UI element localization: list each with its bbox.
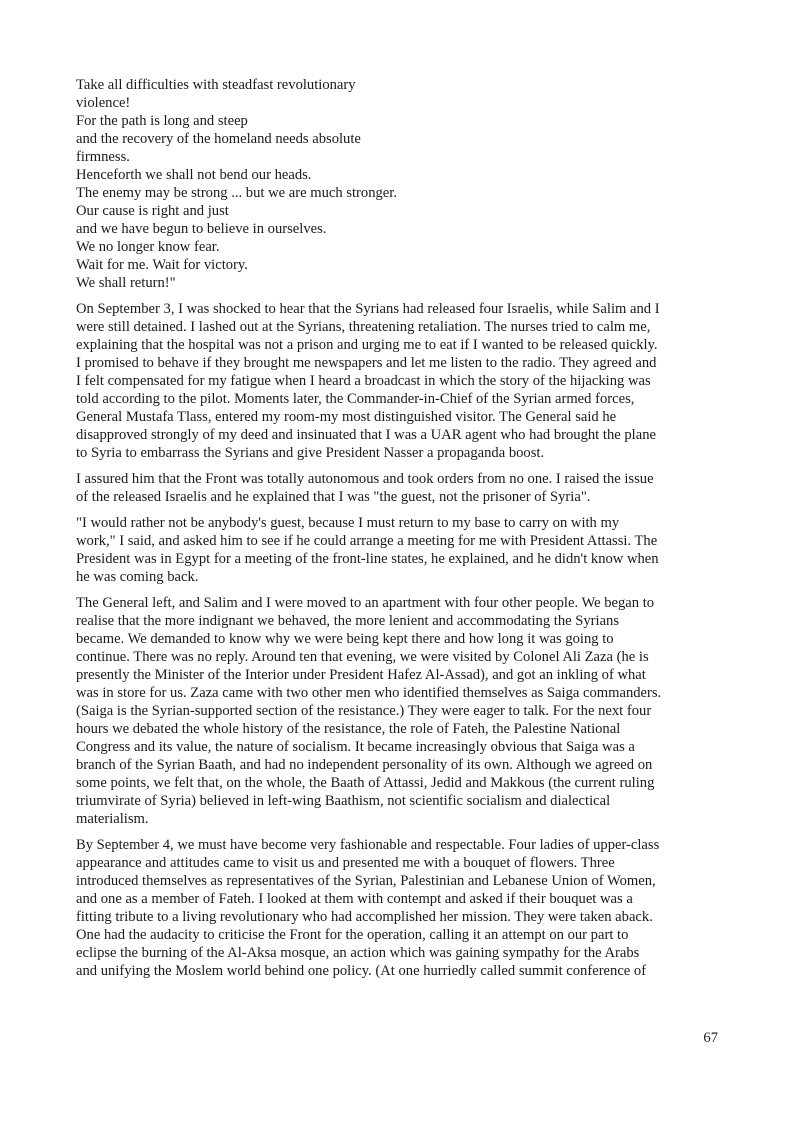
paragraph-line: (Saiga is the Syrian-supported section of the resistance.) They were eager to talk. For the next four: [76, 703, 652, 719]
paragraph-line: disapproved strongly of my deed and insinuated that I was a UAR agent who had brought the plane: [76, 427, 656, 443]
poem-line: Wait for me. Wait for victory.: [76, 257, 248, 273]
paragraph: [76, 836, 721, 980]
paragraph-line: were still detained. I lashed out at the Syrians, threatening retaliation. The nurses tried to calm me,: [76, 319, 651, 335]
paragraph-line: fitting tribute to a living revolutionary who had accomplished her mission. They were taken aback.: [76, 909, 653, 925]
paragraph-line: explaining that the hospital was not a prison and urging me to eat if I wanted to be released quickly.: [76, 337, 658, 353]
paragraph-line: work," I said, and asked him to see if he could arrange a meeting for me with President Attassi. The: [76, 533, 658, 549]
page-number: 67: [703, 1030, 718, 1046]
poem-line: and we have begun to believe in ourselves.: [76, 221, 327, 237]
paragraph-line: General Mustafa Tlass, entered my room-my most distinguished visitor. The General said he: [76, 409, 617, 425]
paragraph-line: and one as a member of Fateh. I looked at them with contempt and asked if their bouquet was a: [76, 891, 633, 907]
poem-line: violence!: [76, 95, 131, 111]
poem-block: [76, 76, 721, 292]
paragraph: [76, 594, 721, 828]
paragraph: [76, 300, 721, 462]
paragraph-line: presently the Minister of the Interior under President Hafez Al-Assad), and got an inkling of what: [76, 667, 646, 683]
paragraph-line: eclipse the burning of the Al-Aksa mosque, an action which was gaining sympathy for the Arabs: [76, 945, 640, 961]
paragraph-line: some points, we felt that, on the whole, the Baath of Attassi, Jedid and Makkous (the current ruling: [76, 775, 655, 791]
paragraph-line: I promised to behave if they brought me newspapers and let me listen to the radio. They agreed and: [76, 355, 657, 371]
paragraph-line: By September 4, we must have become very fashionable and respectable. Four ladies of upper-class: [76, 837, 660, 853]
paragraph-line: continue. There was no reply. Around ten that evening, we were visited by Colonel Ali Zaza (he is: [76, 649, 649, 665]
poem-line: firmness.: [76, 149, 130, 165]
paragraph-line: introduced themselves as representatives of the Syrian, Palestinian and Lebanese Union of Women,: [76, 873, 656, 889]
poem-line: We no longer know fear.: [76, 239, 220, 255]
poem-line: and the recovery of the homeland needs absolute: [76, 131, 361, 147]
poem-line: For the path is long and steep: [76, 113, 248, 129]
paragraph-line: On September 3, I was shocked to hear that the Syrians had released four Israelis, while Salim and I: [76, 301, 660, 317]
paragraph-line: and unifying the Moslem world behind one policy. (At one hurriedly called summit conference of: [76, 963, 647, 979]
poem-line: The enemy may be strong ... but we are much stronger.: [76, 185, 397, 201]
paragraph-line: of the released Israelis and he explained that I was "the guest, not the prisoner of Syria".: [76, 489, 591, 505]
poem-line: Our cause is right and just: [76, 203, 229, 219]
paragraph: [76, 514, 721, 586]
paragraph-line: realise that the more indignant we behaved, the more lenient and accommodating the Syrians: [76, 613, 620, 629]
paragraph-line: hours we debated the whole history of the resistance, the role of Fateh, the Palestine National: [76, 721, 621, 737]
paragraph-line: told according to the pilot. Moments later, the Commander-in-Chief of the Syrian armed forces,: [76, 391, 635, 407]
paragraph-line: triumvirate of Syria) believed in left-wing Baathism, not scientific socialism and dialectical: [76, 793, 611, 809]
paragraph: [76, 470, 721, 506]
paragraph-line: I assured him that the Front was totally autonomous and took orders from no one. I raised the issue: [76, 471, 654, 487]
paragraph-line: Congress and its value, the nature of socialism. It became increasingly obvious that Saiga was a: [76, 739, 635, 755]
poem-line: Take all difficulties with steadfast revolutionary: [76, 77, 356, 93]
poem-line: Henceforth we shall not bend our heads.: [76, 167, 312, 183]
paragraph-line: he was coming back.: [76, 569, 199, 585]
paragraph-line: was in store for us. Zaza came with two other men who identified themselves as Saiga commanders.: [76, 685, 662, 701]
paragraph-line: to Syria to embarrass the Syrians and give President Nasser a propaganda boost.: [76, 445, 545, 461]
paragraph-line: appearance and attitudes came to visit us and presented me with a bouquet of flowers. Three: [76, 855, 615, 871]
paragraph-line: branch of the Syrian Baath, and had no independent personality of its own. Although we agreed on: [76, 757, 653, 773]
poem-line: We shall return!": [76, 275, 176, 291]
paragraph-line: One had the audacity to criticise the Front for the operation, calling it an attempt on our part to: [76, 927, 629, 943]
paragraph-line: materialism.: [76, 811, 149, 827]
document-page: [76, 76, 721, 988]
paragraph-line: I felt compensated for my fatigue when I heard a broadcast in which the story of the hijacking was: [76, 373, 651, 389]
paragraph-line: "I would rather not be anybody's guest, because I must return to my base to carry on with my: [76, 515, 620, 531]
paragraph-line: The General left, and Salim and I were moved to an apartment with four other people. We began to: [76, 595, 655, 611]
paragraph-line: became. We demanded to know why we were being kept there and how long it was going to: [76, 631, 614, 647]
paragraph-line: President was in Egypt for a meeting of the front-line states, he explained, and he didn't know when: [76, 551, 659, 567]
